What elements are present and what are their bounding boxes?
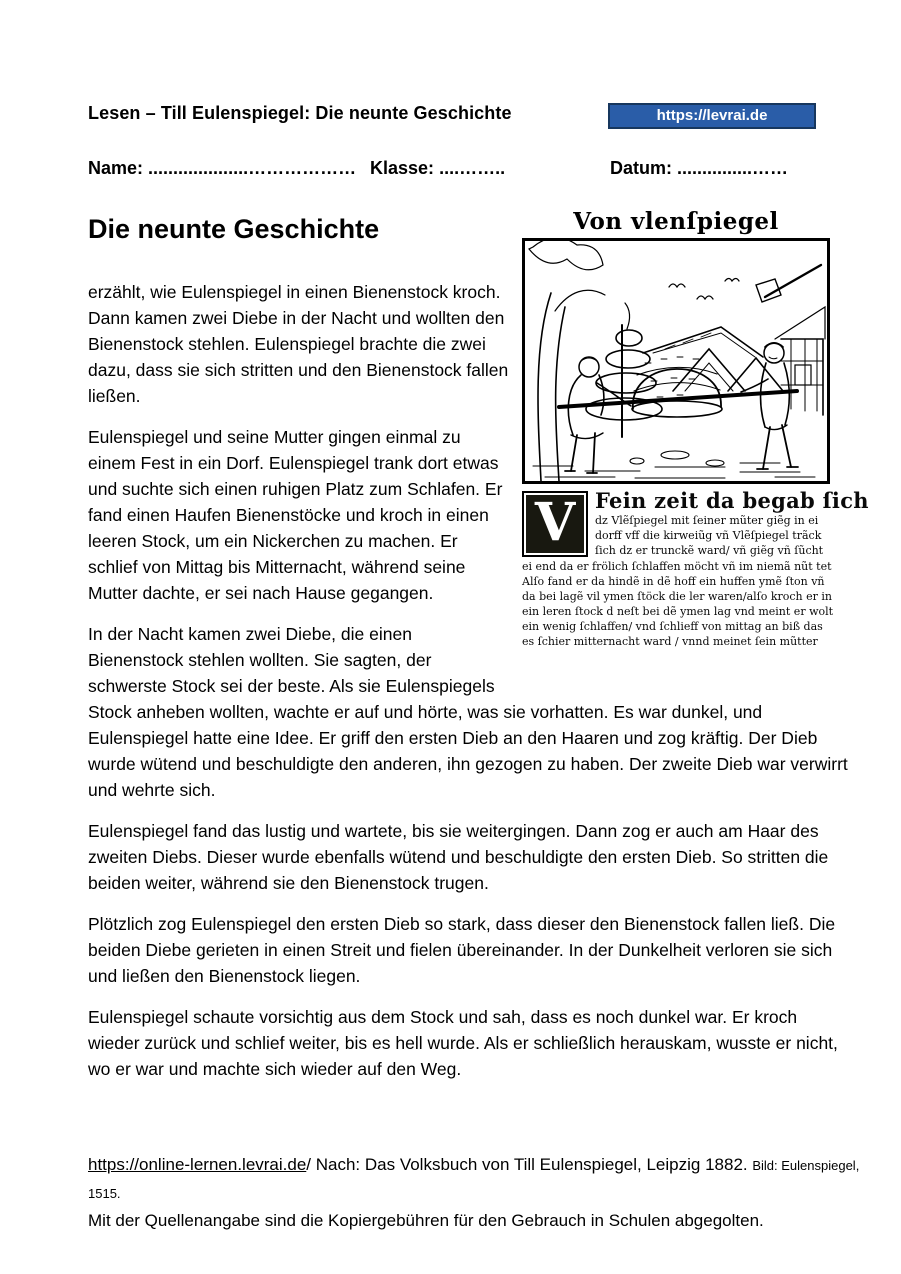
story-content: [88, 205, 869, 1097]
blackletter-line: dorff vff die kirweiũg vñ Vlẽſpiegel trãck: [595, 529, 822, 542]
story-paragraph: Eulenspiegel und seine Mutter gingen einmal zu einem Fest in ein Dorf. Eulenspiegel trank dort etwas und suchte sich einen ruhigen Platz zum Schlafen. Er fand einen Haufen Bienenstöcke und kroch in einen leeren Stock, um ein Nickerchen zu machen. Er schlief von Mittag bis Mitternacht, während seine Mutter dachte, er sei nach Hause gegangen.: [88, 427, 503, 603]
blackletter-line: dz Vlẽſpiegel mit ſeiner mũter giẽg in ei: [595, 514, 819, 527]
page-footer: [88, 1151, 878, 1234]
story-heading: Die neunte Geschichte: [88, 214, 380, 244]
blackletter-headline: Fein zeit da begab ſich: [595, 488, 869, 513]
woodcut-dropcap: V: [522, 491, 588, 557]
blackletter-line: Alſo fand er da hindẽ in dẽ hoff ein huffen ymẽ ſton vñ: [522, 575, 825, 588]
woodcut-illustration: [525, 241, 827, 481]
name-field: [88, 158, 370, 179]
klasse-field: [370, 158, 610, 179]
woodcut-caption: Von vlenſpiegel: [573, 208, 779, 235]
story-paragraph: Eulenspiegel fand das lustig und wartete, bis sie weitergingen. Dann zog er auch am Haar des zweiten Diebs. Dieser wurde ebenfalls wütend und beschuldigte den ersten Dieb. So stritten die beiden weiter, während sie den Bienenstock trugen.: [88, 821, 829, 893]
datum-dotted-line: ...............……: [677, 158, 789, 178]
klasse-dotted-line: ....……..: [439, 158, 506, 178]
name-dotted-line: ....................………………: [148, 158, 357, 178]
fill-in-row: [88, 158, 852, 179]
woodcut-blackletter-text: [522, 488, 869, 649]
story-paragraph: erzählt, wie Eulenspiegel in einen Bienenstock kroch. Dann kamen zwei Diebe in der Nacht und wollten den Bienenstock stehlen. Eulenspiegel brachte die zwei dazu, dass sie sich stritten und den Bienenstock fallen ließen.: [88, 282, 509, 406]
footer-image-credit: Bild: Eulenspiegel, 1515.: [88, 1158, 860, 1201]
blackletter-line: ſich dz er trunckẽ ward/ vñ giẽg vñ ſũcht: [595, 544, 824, 557]
blackletter-line: es ſchier mitternacht ward / vnnd meinet ſein mũtter: [522, 635, 818, 648]
blackletter-line: da bei lagẽ vil ymen ſtöck die ler waren/alſo kroch er in: [522, 590, 833, 603]
footer-license-line: Mit der Quellenangabe sind die Kopiergebühren für den Gebrauch in Schulen abgegolten.: [88, 1211, 764, 1230]
footer-source-line: [88, 1151, 878, 1207]
blackletter-line: ei end da er frölich ſchlaffen möcht vñ im niemã nũt tet: [522, 560, 832, 573]
story-paragraph: In der Nacht kamen zwei Diebe, die einen Bienenstock stehlen wollten. Sie sagten, der schwerste Stock sei der beste. Als sie Eulenspiegels Stock anheben wollten, wachte er auf und hörte, was sie vorhatten. Es war dunkel, und Eulenspiegel hatte eine Idee. Er griff den ersten Dieb an den Haaren und zog kräftig. Der Dieb wurde wütend und beschuldigte den anderen, ihn gezogen zu haben. Der zweite Dieb war verwirrt und wehrte sich.: [88, 624, 848, 800]
page-header: [88, 103, 852, 129]
datum-label: Datum:: [610, 158, 672, 178]
story-paragraph: Eulenspiegel schaute vorsichtig aus dem Stock und sah, dass es noch dunkel war. Er kroch wieder zurück und schlief weiter, bis es hell wurde. Als er schließlich herauskam, wusste er nicht, wo er war und machte sich wieder auf den Weg.: [88, 1007, 838, 1079]
klasse-label: Klasse:: [370, 158, 435, 178]
levrai-badge[interactable]: https://levrai.de: [608, 103, 816, 129]
woodcut-figure: [522, 208, 869, 649]
story-paragraph: Plötzlich zog Eulenspiegel den ersten Dieb so stark, dass dieser den Bienenstock fallen ließ. Die beiden Diebe gerieten in einen Streit und fielen übereinander. In der Dunkelheit verloren sie sich und ließen den Bienenstock liegen.: [88, 914, 836, 986]
blackletter-line: ein wenig ſchlaffen/ vnd ſchlieff von mittag an biß das: [522, 620, 823, 633]
worksheet-title: Lesen – Till Eulenspiegel: Die neunte Geschichte: [88, 103, 512, 123]
name-label: Name:: [88, 158, 144, 178]
datum-field: [610, 158, 788, 179]
footer-link[interactable]: https://online-lernen.levrai.de: [88, 1155, 307, 1174]
woodcut-frame: [522, 238, 830, 484]
footer-source-text: / Nach: Das Volksbuch von Till Eulenspiegel, Leipzig 1882.: [306, 1155, 753, 1174]
blackletter-line: ein leren ſtock d neſt bei dẽ ymen lag vnd meint er wolt: [522, 605, 834, 618]
